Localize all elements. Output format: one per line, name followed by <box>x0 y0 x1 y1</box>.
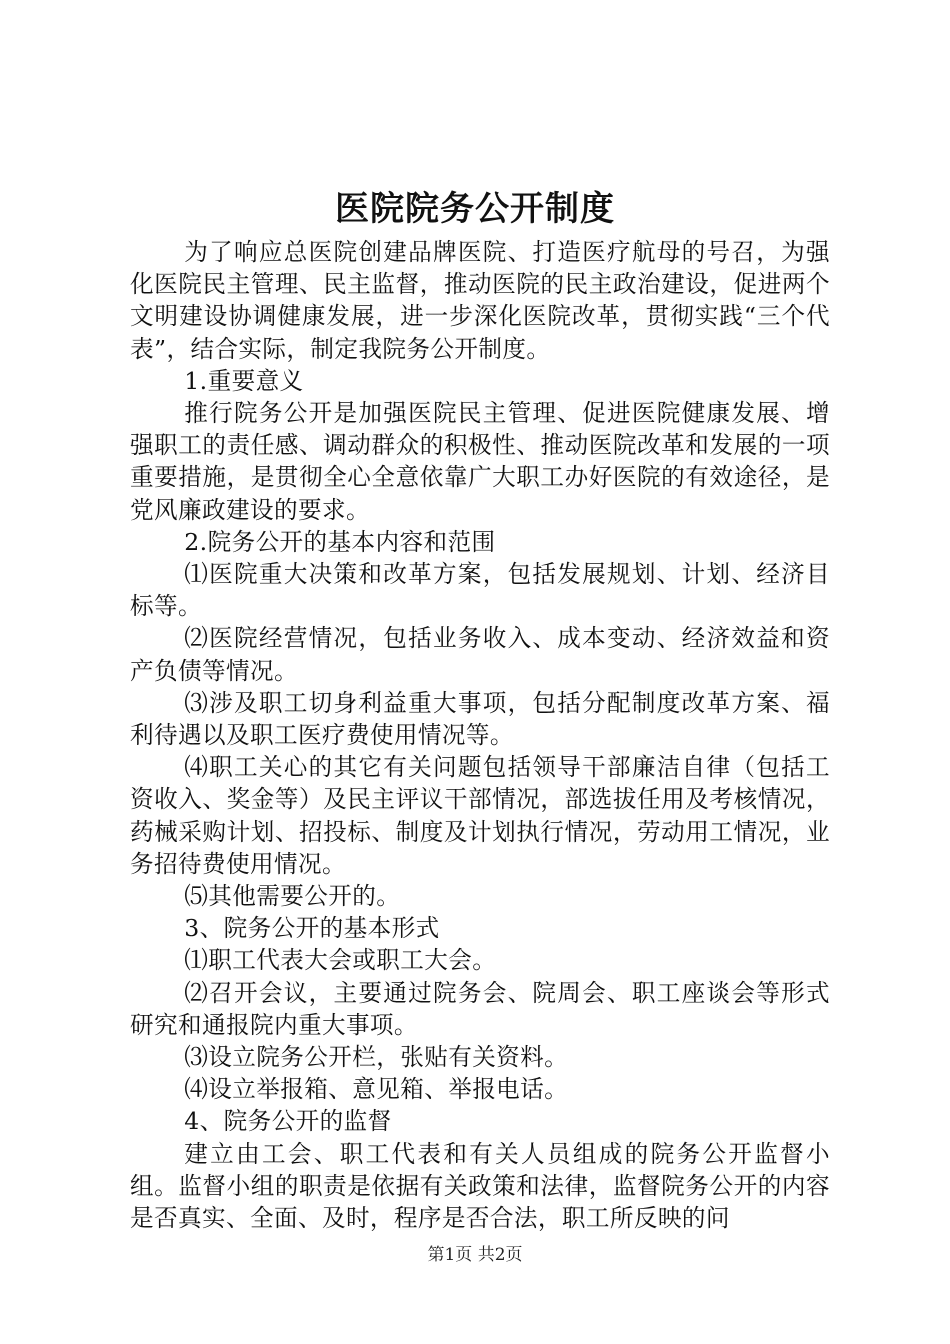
list-item: ⑸其他需要公开的。 <box>184 882 401 911</box>
section-heading-3: 3、院务公开的基本形式 <box>184 914 440 943</box>
section-heading-4: 4、院务公开的监督 <box>184 1107 392 1136</box>
section-heading-1: 1.重要意义 <box>184 366 304 395</box>
list-item: ⑴医院重大决策和改革方案，包括发展规划、计划、经济目标等。 <box>130 560 830 621</box>
list-item: ⑵医院经营情况，包括业务收入、成本变动、经济效益和资产负债等情况。 <box>130 624 830 685</box>
list-item: ⑷设立举报箱、意见箱、举报电话。 <box>184 1075 569 1104</box>
list-item: ⑵召开会议，主要通过院务会、院周会、职工座谈会等形式研究和通报院内重大事项。 <box>130 978 830 1039</box>
list-item: ⑶涉及职工切身利益重大事项，包括分配制度改革方案、福利待遇以及职工医疗费使用情况等。 <box>130 688 830 750</box>
document-body <box>130 236 830 1234</box>
section-heading-2: 2.院务公开的基本内容和范围 <box>184 527 496 556</box>
intro-paragraph: 为了响应总医院创建品牌医院、打造医疗航母的号召，为强化医院民主管理、民主监督，推动医院的民主政治建设，促进两个文明建设协调健康发展，进一步深化医院改革，贯彻实践“三个代表”，结合实际，制定我院务公开制度。 <box>130 238 830 363</box>
list-item: ⑶设立院务公开栏，张贴有关资料。 <box>184 1043 569 1072</box>
section-1-paragraph: 推行院务公开是加强医院民主管理、促进医院健康发展、增强职工的责任感、调动群众的积极性、推动医院改革和发展的一项重要措施，是贯彻全心全意依靠广大职工办好医院的有效途径，是党风廉政建设的要求。 <box>130 399 830 524</box>
list-item: ⑷职工关心的其它有关问题包括领导干部廉洁自律（包括工资收入、奖金等）及民主评议干部情况，部选拔任用及考核情况，药械采购计划、招投标、制度及计划执行情况，劳动用工情况，业务招待费使用情况。 <box>130 753 830 878</box>
section-4-paragraph: 建立由工会、职工代表和有关人员组成的院务公开监督小组。监督小组的职责是依据有关政策和法律，监督院务公开的内容是否真实、全面、及时，程序是否合法，职工所反映的问 <box>130 1139 830 1233</box>
page-footer: 第1页 共2页 <box>427 1245 523 1265</box>
document-title: 医院院务公开制度 <box>335 189 615 229</box>
list-item: ⑴职工代表大会或职工大会。 <box>184 946 497 975</box>
